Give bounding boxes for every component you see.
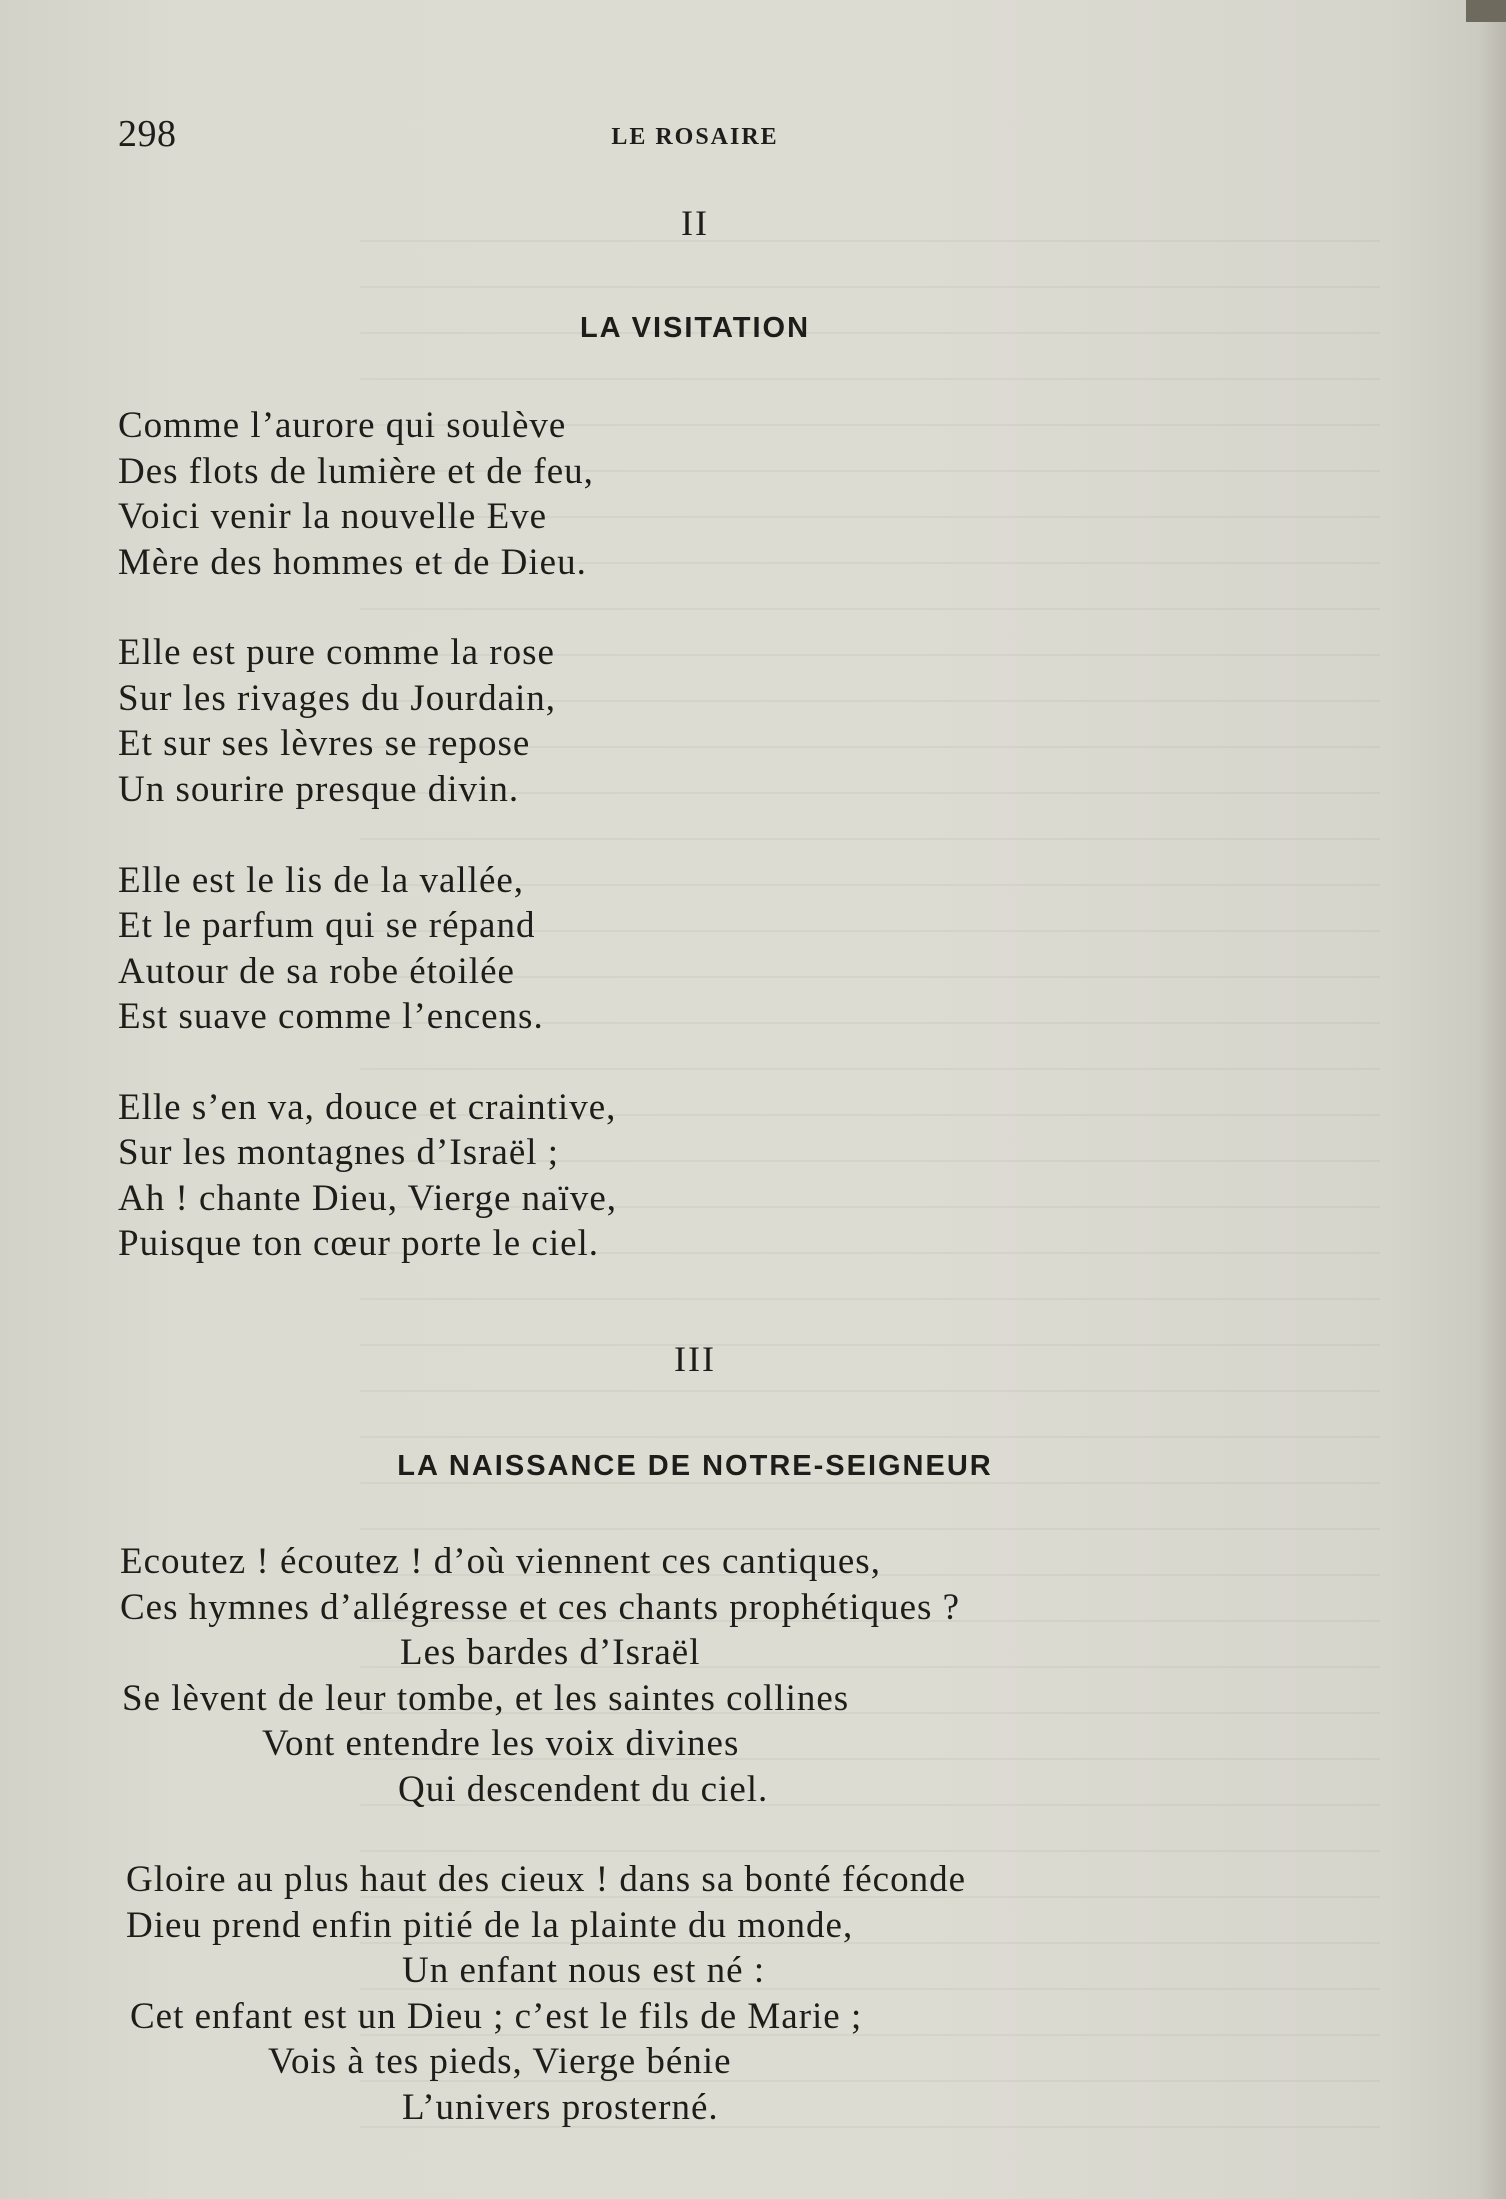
section-numeral: II <box>681 203 709 243</box>
poem-line: Elle est le lis de la vallée, <box>118 860 525 901</box>
poem-line: Et le parfum qui se répand <box>118 905 536 946</box>
poem-line: Des flots de lumière et de feu, <box>118 451 594 492</box>
poem-line: L’univers prosterné. <box>402 2087 719 2128</box>
section-title: LA VISITATION <box>579 312 811 344</box>
poem-line: Elle est pure comme la rose <box>118 632 555 673</box>
poem-line: Qui descendent du ciel. <box>398 1769 769 1810</box>
poem-line: Mère des hommes et de Dieu. <box>118 542 587 583</box>
poem-line: Se lèvent de leur tombe, et les saintes collines <box>122 1678 850 1719</box>
poem-line: Dieu prend enfin pitié de la plainte du monde, <box>126 1905 854 1946</box>
poem-line: Voici venir la nouvelle Eve <box>118 496 548 537</box>
poem-line: Ecoutez ! écoutez ! d’où viennent ces cantiques, <box>120 1541 881 1582</box>
poem-line: Autour de sa robe étoilée <box>118 951 515 992</box>
running-title: LE ROSAIRE <box>611 124 779 150</box>
section-numeral: III <box>674 1339 716 1379</box>
poem-line: Et sur ses lèvres se repose <box>118 723 531 764</box>
poem-line: Cet enfant est un Dieu ; c’est le fils de Marie ; <box>130 1996 863 2037</box>
poem-line: Vois à tes pieds, Vierge bénie <box>268 2041 732 2082</box>
poem-line: Sur les montagnes d’Israël ; <box>118 1132 560 1173</box>
poem-line: Elle s’en va, douce et craintive, <box>118 1087 617 1128</box>
poem-line: Comme l’aurore qui soulève <box>118 405 567 446</box>
poem-line: Un enfant nous est né : <box>402 1950 766 1991</box>
poem-line: Un sourire presque divin. <box>118 769 520 810</box>
page-number: 298 <box>118 113 177 155</box>
poem-line: Ces hymnes d’allégresse et ces chants prophétiques ? <box>120 1587 961 1628</box>
poem-line: Les bardes d’Israël <box>400 1632 701 1673</box>
page-edge-shadow <box>1478 0 1506 2199</box>
poem-line: Sur les rivages du Jourdain, <box>118 678 557 719</box>
section-title: LA NAISSANCE DE NOTRE-SEIGNEUR <box>397 1450 993 1482</box>
poem-line: Vont entendre les voix divines <box>262 1723 740 1764</box>
poem-line: Gloire au plus haut des cieux ! dans sa bonté féconde <box>126 1859 967 1900</box>
poem-line: Puisque ton cœur porte le ciel. <box>118 1223 600 1264</box>
poem-line: Est suave comme l’encens. <box>118 996 544 1037</box>
page-corner-shadow <box>1466 0 1506 22</box>
poem-line: Ah ! chante Dieu, Vierge naïve, <box>118 1178 617 1219</box>
